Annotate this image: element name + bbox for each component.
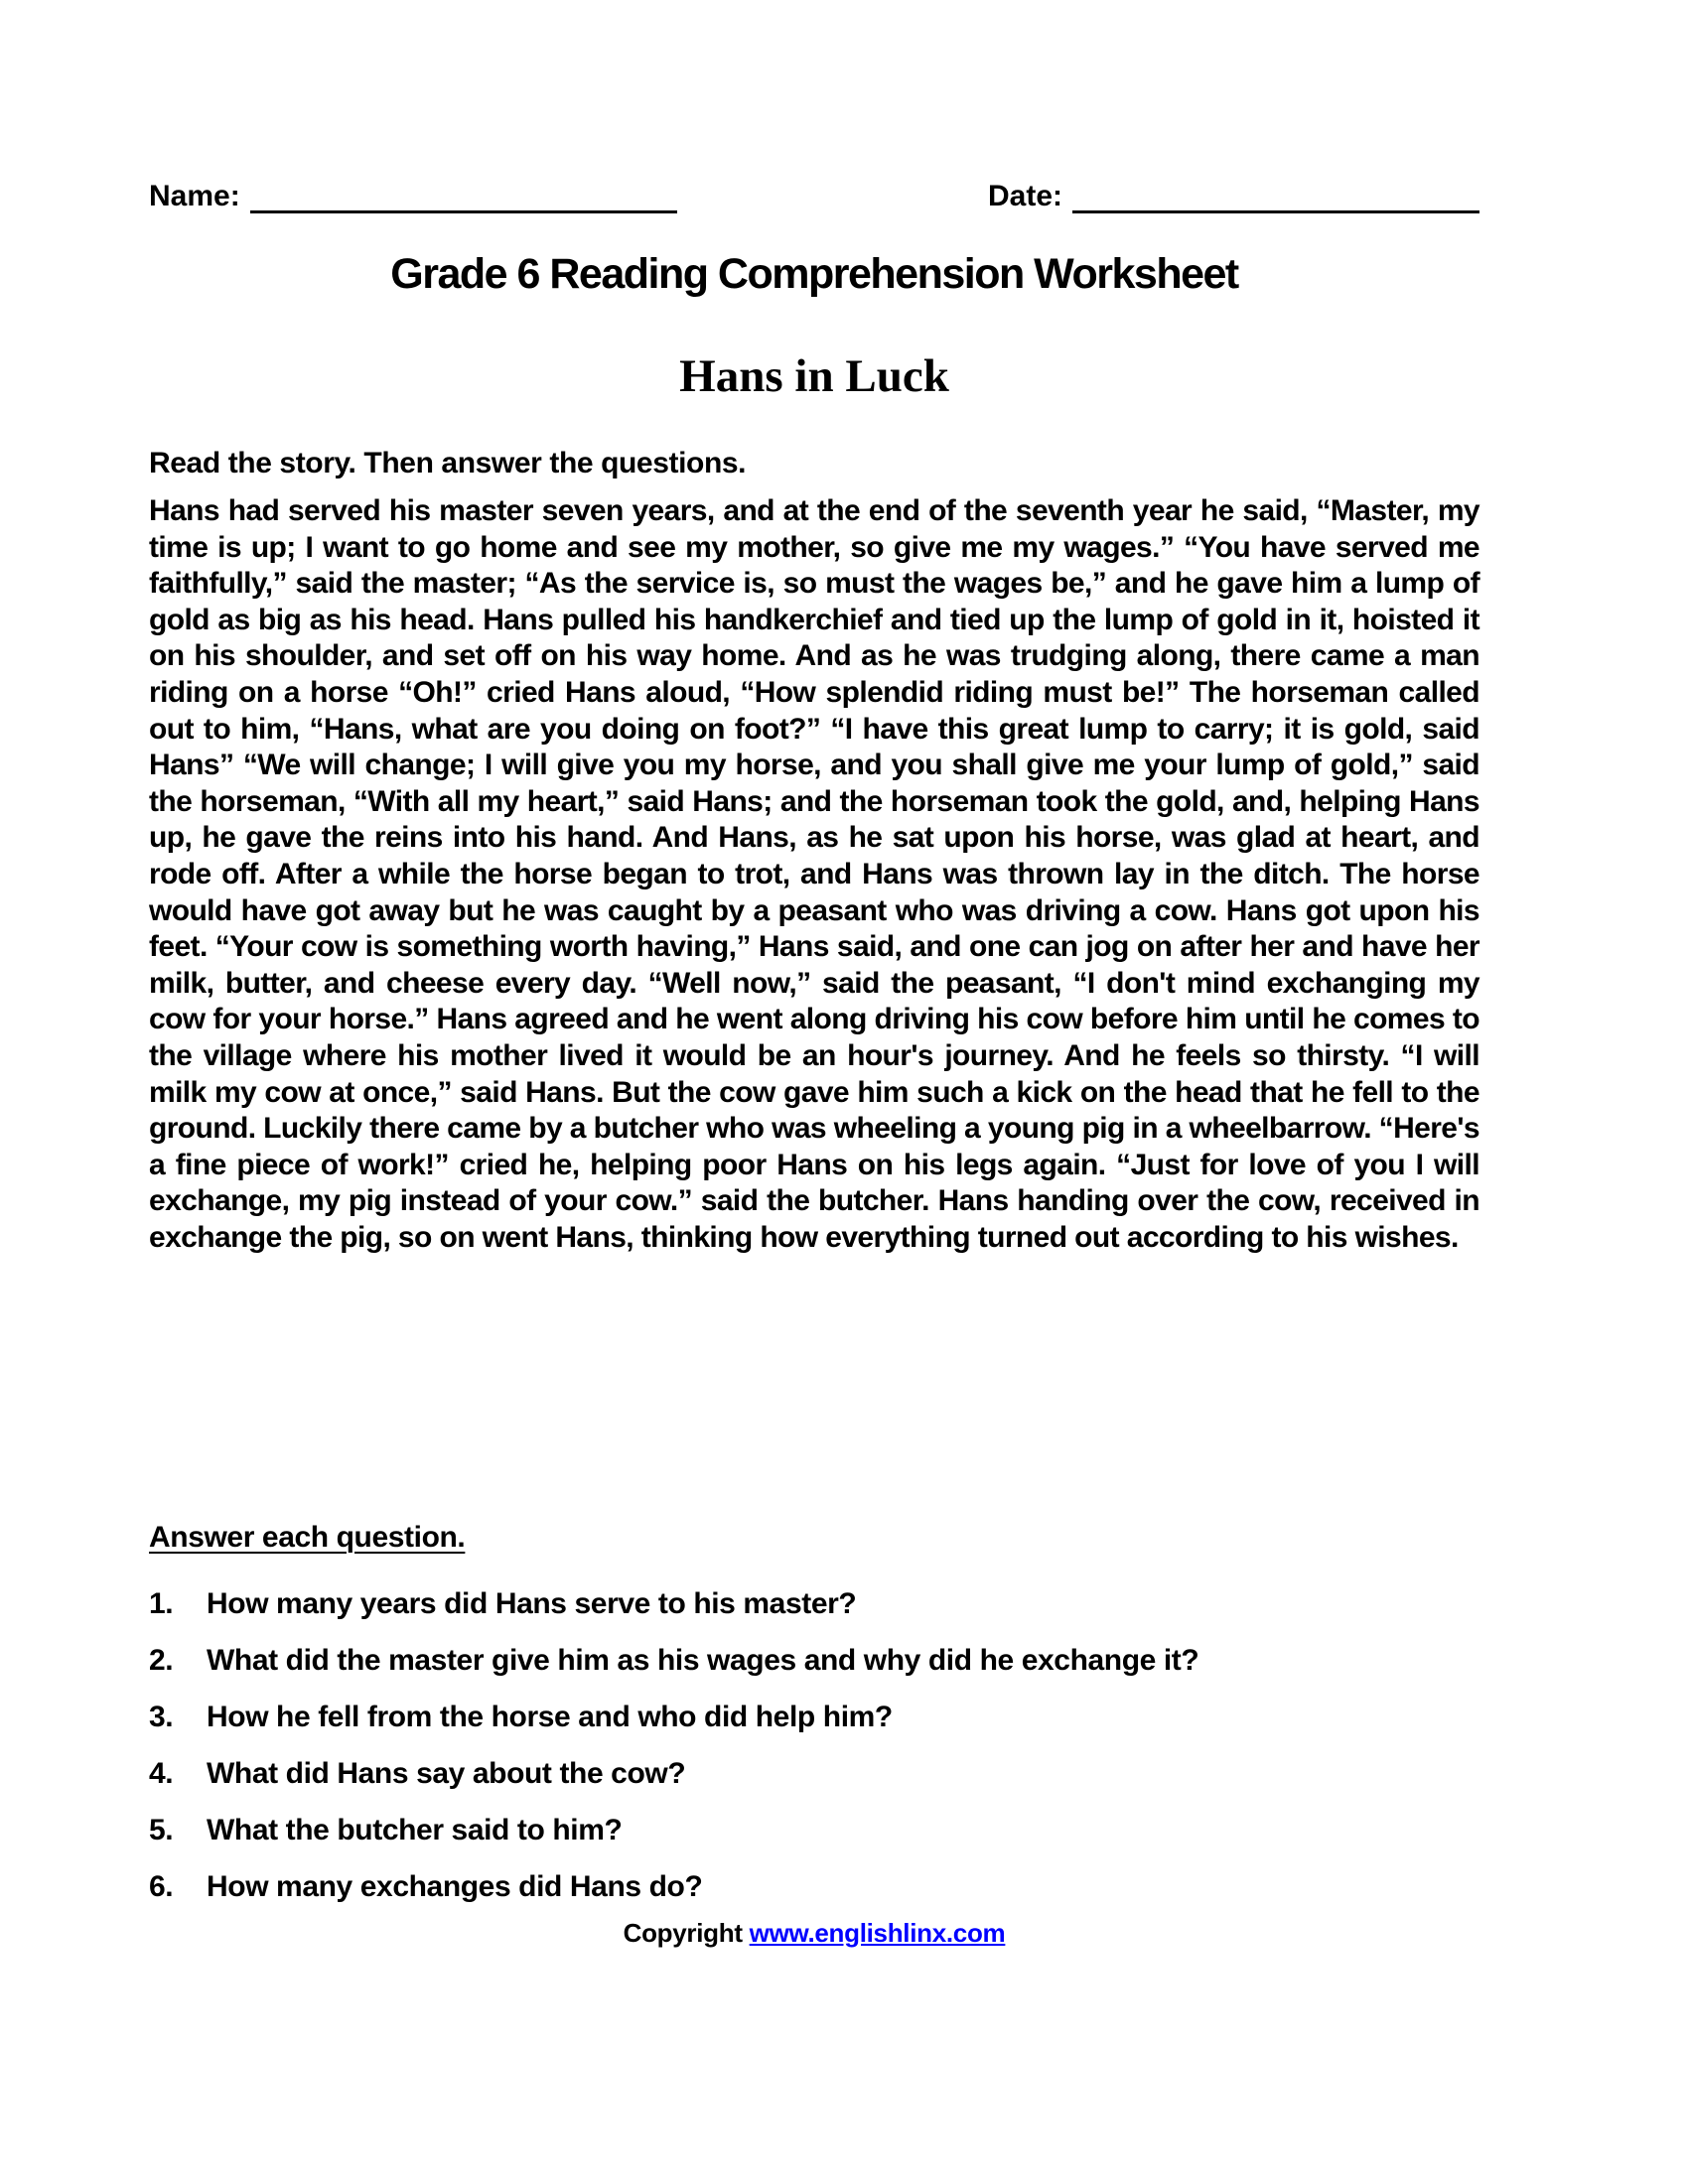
question-text: How he fell from the horse and who did help him? (207, 1701, 893, 1733)
story-paragraph: Hans had served his master seven years, and at the end of the seventh year he said, “Master, my time is up; I want to go home and see my mother, so give me my wages.” “You have served me faithfully,” said the master; “As the service is, so must the wages be,” and he gave him a lump of gold as big as his head. Hans pulled his handkerchief and tied up the lump of gold in it, hoisted it on his shoulder, and set off on his way home. And as he was trudging along, there came a man riding on a horse “Oh!” cried Hans aloud, “How splendid riding must be!” The horseman called out to him, “Hans, what are you doing on foot?” “I have this great lump to carry; it is gold, said Hans” “We will change; I will give you my horse, and you shall give me your lump of gold,” said the horseman, “With all my heart,” said Hans; and the horseman took the gold, and, helping Hans up, he gave the reins into his hand. And Hans, as he sat upon his horse, was glad at heart, and rode off. After a while the horse began to trot, and Hans was thrown lay in the ditch. The horse would have got away but he was caught by a peasant who was driving a cow. Hans got upon his feet. “Your cow is something worth having,” Hans said, and one can jog on after her and have her milk, butter, and cheese every day. “Well now,” said the peasant, “I don't mind exchanging my cow for your horse.” Hans agreed and he went along driving his cow before him until he comes to the village where his mother lived it would be an hour's journey. And he feels so thirsty. “I will milk my cow at once,” said Hans. But the cow gave him such a kick on the head that he fell to the ground. Luckily there came by a butcher who was wheeling a young pig in a wheelbarrow. “Here's a fine piece of work!” cried he, helping poor Hans on his legs again. “Just for love of you I will exchange, my pig instead of your cow.” said the butcher. Hans handing over the cow, received in exchange the pig, so on went Hans, thinking how everything turned out according to his wishes. (149, 494, 1479, 1254)
name-label: Name: (149, 180, 240, 212)
question-row-6 (149, 1869, 1479, 1904)
question-row-1 (149, 1586, 1479, 1621)
question-text: What did the master give him as his wages and why did he exchange it? (207, 1644, 1199, 1677)
question-row-3 (149, 1700, 1479, 1734)
name-field-group (149, 179, 677, 213)
question-number: 3. (149, 1701, 174, 1733)
answer-heading: Answer each question. (149, 1521, 466, 1554)
date-label: Date: (987, 180, 1062, 212)
date-field-group (988, 179, 1479, 213)
copyright-link[interactable]: www.englishlinx.com (749, 1918, 1006, 1948)
question-number: 6. (149, 1870, 174, 1903)
question-text: What did Hans say about the cow? (207, 1757, 686, 1790)
header-row (149, 179, 1479, 213)
question-text: How many exchanges did Hans do? (207, 1870, 703, 1903)
footer (149, 1918, 1479, 1949)
question-number: 5. (149, 1814, 174, 1846)
questions-list (149, 1586, 1479, 1926)
question-text: How many years did Hans serve to his master? (207, 1587, 857, 1620)
question-row-5 (149, 1813, 1479, 1847)
question-number: 2. (149, 1644, 174, 1677)
question-number: 1. (149, 1587, 174, 1620)
date-blank-line (1072, 179, 1479, 213)
instructions-text: Read the story. Then answer the questions. (149, 447, 747, 479)
copyright-label: Copyright (623, 1918, 743, 1948)
question-row-2 (149, 1643, 1479, 1678)
name-blank-line (250, 179, 677, 213)
worksheet-title: Grade 6 Reading Comprehension Worksheet (390, 250, 1238, 298)
question-row-4 (149, 1756, 1479, 1791)
question-number: 4. (149, 1757, 174, 1790)
question-text: What the butcher said to him? (207, 1814, 623, 1846)
story-title: Hans in Luck (679, 350, 949, 402)
